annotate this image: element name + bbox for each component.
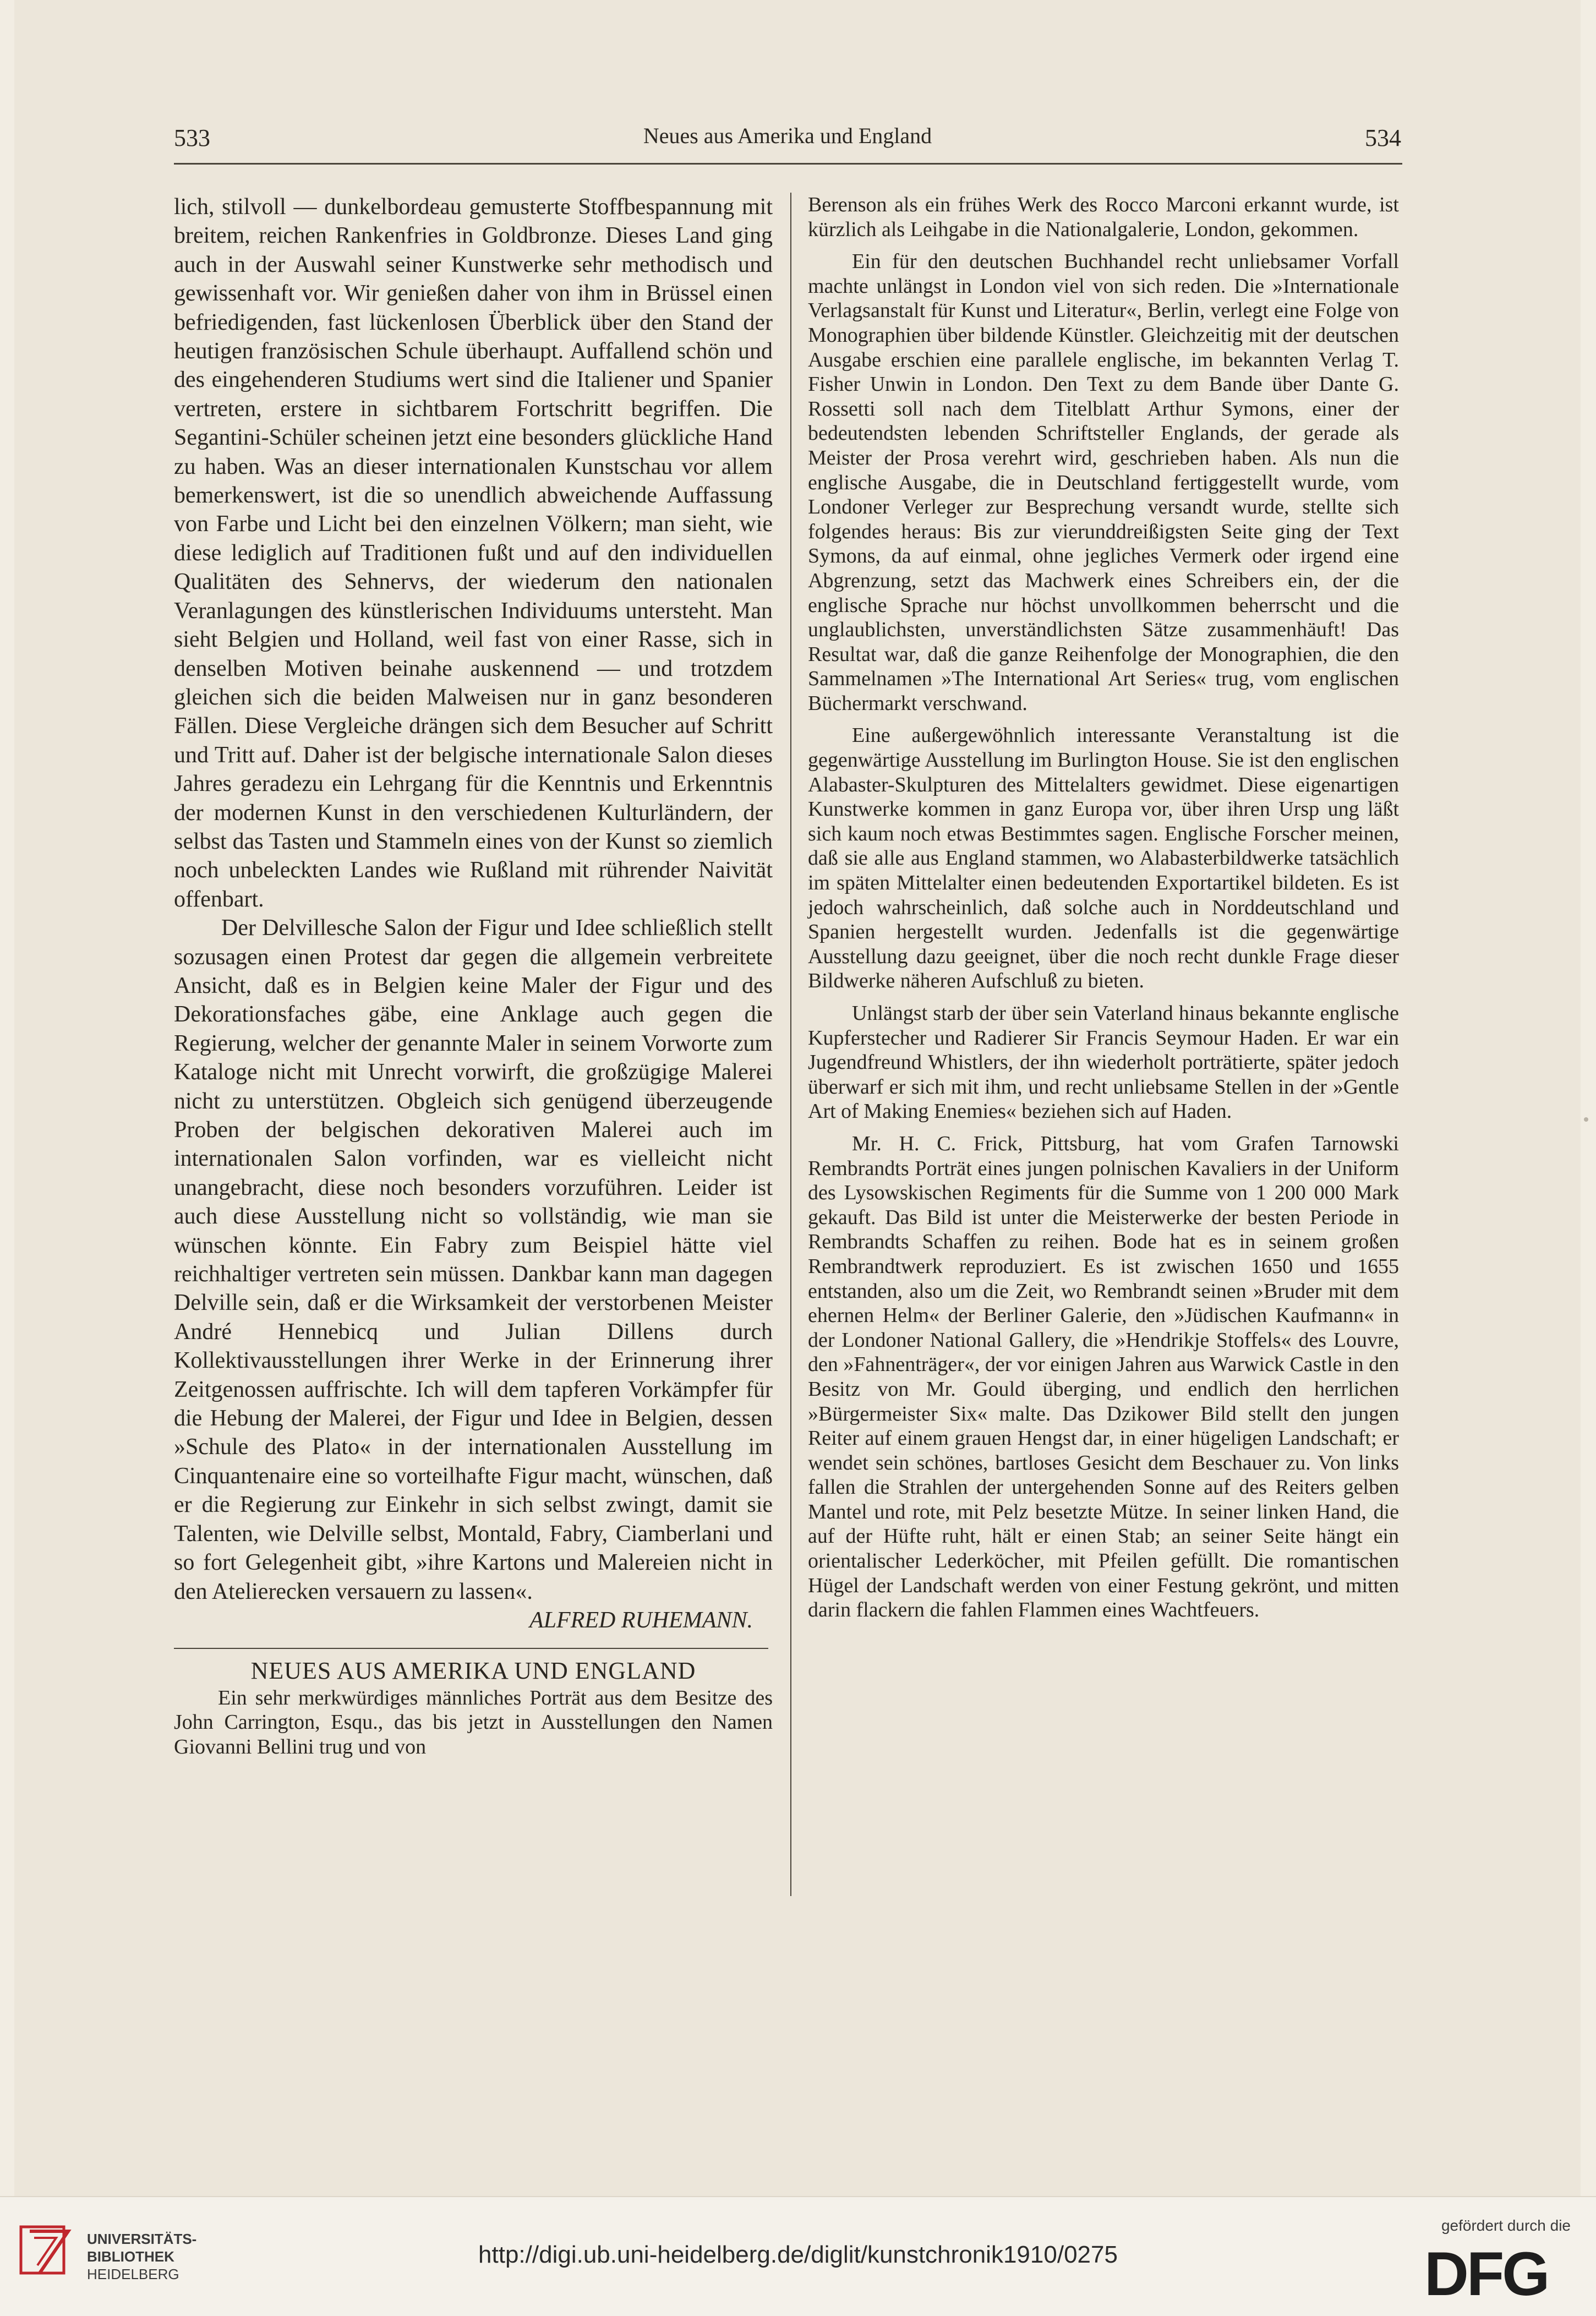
section-divider [174,1648,768,1649]
header-rule [174,163,1402,165]
paragraph: Eine außergewöhnlich interessante Veranstaltung ist die gegenwärtige Ausstellung im Burlington House. Sie ist den englischen Alabaster-Skulpturen des Mittelalters gewidmet. Diese eigenartigen Kunstwerke kommen in ganz Europa vor, über ihren Ursp ung läßt sich kaum noch etwas Bestimmtes sagen. Englische Forscher meinen, daß sie alle aus England stammen, wo Alabasterbildwerke tatsächlich im späten Mittelalter einen bedeutenden Exportartikel bildeten. Es ist jedoch wahrscheinlich, daß solche auch in Norddeutschland und Spanien hergestellt wurden. Jedenfalls ist die gegenwärtige Ausstellung dazu geeignet, über die noch recht dunkle Frage dieser Bildwerke näheren Aufschluß zu bieten. [808,724,1399,993]
column-divider [790,193,791,1896]
scan-speck [1584,1117,1588,1122]
right-column [808,193,1399,1623]
left-column [174,193,773,1760]
running-head: Neues aus Amerika und England [643,123,932,148]
left-page-number: 533 [174,124,210,151]
dfg-logo-icon[interactable] [1424,2247,1572,2299]
paragraph: Ein für den deutschen Buchhandel recht unliebsamer Vorfall machte unlängst in London viel von sich reden. Die »Internationale Verlagsanstalt für Kunst und Literatur«, Berlin, verlegt eine Folge von Monographien über bildende Künstler. Gleichzeitig mit der deutschen Ausgabe erschien eine parallele englische, im bekannten Verlag T. Fisher Unwin in London. Den Text zu dem Bande über Dante G. Rossetti soll nach dem Titelblatt Arthur Symons, einer der bedeutendsten lebenden Schriftsteller Englands, der gerade als Meister der Prosa verehrt wird, geschrieben haben. Als nun die englische Ausgabe, die in Deutschland fertiggestellt wurde, vom Londoner Verleger zur Besprechung versandt wurde, stellte sich folgendes heraus: Bis zur vierunddreißigsten Seite ging der Text Symons, da auf einmal, ohne jegliches Vermerk oder irgend eine Abgrenzung, setzt das Machwerk eines Schreibers ein, der die englische Sprache nur höchst unvollkommen beherrscht und die unglaublichsten, unverständlichsten Sätze zusammenhäuft! Das Resultat war, daß die ganze Reihenfolge der Monographien, die den Sammelnamen »The International Art Series« trug, vom englischen Büchermarkt verschwand. [808,250,1399,715]
page-header [174,124,1401,157]
paragraph: Berenson als ein frühes Werk des Rocco Marconi erkannt wurde, ist kürzlich als Leihgabe in die Nationalgalerie, London, gekommen. [808,193,1399,241]
funding-caption: gefördert durch die [1441,2217,1571,2234]
library-name-line: HEIDELBERG [87,2266,179,2282]
dfg-logo-text: DFG [1424,2247,1548,2299]
paragraph: Der Delvillesche Salon der Figur und Idee schließlich stellt sozusagen einen Protest dar gegen die allgemein verbreitete Ansicht, daß es in Belgien keine Maler der Figur und des Dekorationsfaches gäbe, eine Anklage auch gegen die Regierung, welcher der genannte Maler in seinem Vorworte zum Kataloge nicht mit Unrecht vorwirft, die großzügige Malerei nicht zu unterstützen. Obgleich sich genügend überzeugende Proben der belgischen dekorativen Malerei auch im internationalen Salon vorfinden, war es vielleicht nicht unangebracht, diese noch besonders vorzuführen. Leider ist auch diese Ausstellung nicht so vollständig, wie man sie wünschen könnte. Ein Fabry zum Beispiel hätte viel reichhaltiger vertreten sein müssen. Dankbar kann man dagegen Delville sein, daß er die Wirksamkeit der verstorbenen Meister André Hennebicq und Julian Dillens durch Kollektivausstellungen ihrer Werke in der Erinnerung ihrer Zeitgenossen auffrischte. Ich will dem tapferen Vorkämpfer für die Hebung der Malerei, der Figur und Idee in Belgien, dessen »Schule des Plato« in der internationalen Ausstellung im Cinquantenaire eine so vorteilhafte Figur macht, wünschen, daß er die Regierung zur Einkehr in sich selbst zwingt, damit sie Talenten, wie Delville selbst, Montald, Fabry, Ciamberlani und so fort Gelegenheit gibt, »ihre Kartons und Malereien nicht in den Atelierecken versauern zu lassen«. [174,915,773,1604]
scanned-page [14,0,1581,2196]
library-name [87,2230,196,2283]
permalink-url[interactable]: http://digi.ub.uni-heidelberg.de/diglit/kunstchronik1910/0275 [478,2241,1118,2268]
author-signature: ALFRED RUHEMANN. [529,1607,753,1633]
library-name-line: UNIVERSITÄTS- [87,2231,197,2247]
paragraph: Mr. H. C. Frick, Pittsburg, hat vom Grafen Tarnowski Rembrandts Porträt eines jungen polnischen Kavaliers in der Uniform des Lysowskischen Regiments für die Summe von 1 200 000 Mark gekauft. Das Bild ist unter die Meisterwerke der besten Periode in Rembrandts Schaffen zu reihen. Bode hat es in seinem großen Rembrandtwerk reproduziert. Es ist zwischen 1650 und 1655 entstanden, also um die Zeit, wo Rembrandt seinen »Bruder mit dem ehernen Helm« der Berliner Galerie, den »Jüdischen Kaufmann« in der Londoner National Gallery, die »Hendrikje Stoffels« des Louvre, den »Fahnenträger«, der vor einigen Jahren aus Warwick Castle in den Besitz von Mr. Gould überging, und endlich den herrlichen »Bürgermeister Six« malte. Das Dzikower Bild stellt den jungen Reiter auf einem grauen Hengst dar, in einer hügeligen Landschaft; er wendet sein schönes, bartloses Gesicht dem Beschauer zu. Von links fallen die Strahlen der untergehenden Sonne auf des Reiters gelben Mantel und rote, mit Pelz besetzte Mütze. In seiner linken Hand, die auf der Hüfte ruht, hält er einen Stab; an seiner Seite hängt ein orientalischer Lederköcher, mit Pfeilen gefüllt. Die romantischen Hügel der Landschaft werden von einer Festung gekrönt, und mitten darin flackern die fahlen Flammen eines Wachtfeuers. [808,1132,1399,1622]
ub-heidelberg-logo-icon[interactable] [18,2221,75,2279]
paragraph: lich, stilvoll — dunkelbordeau gemusterte Stoffbespannung mit breitem, reichen Rankenfries in Goldbronze. Dieses Land ging auch in der Auswahl seiner Kunstwerke sehr methodisch und gewissenhaft vor. Wir genießen daher von ihm in Brüssel einen befriedigenden, fast lückenlosen Überblick über den Stand der heutigen französischen Schule überhaupt. Auffallend schön und des eingehenderen Studiums wert sind die Italiener und Spanier vertreten, erstere in sichtbarem Fortschritt begriffen. Die Segantini-Schüler scheinen jetzt eine besonders glückliche Hand zu haben. Was an dieser internationalen Kunstschau vor allem bemerkenswert, ist die so unendlich abweichende Auffassung von Farbe und Licht bei den einzelnen Völkern; man sieht, wie diese lediglich auf Traditionen fußt und auf den individuellen Qualitäten des Sehnervs, der wiederum den nationalen Veranlagungen des künstlerischen Individuums untersteht. Man sieht Belgien und Holland, weil fast von einer Rasse, sich in denselben Motiven beinahe auskennend — und trotzdem gleichen sich die beiden Malweisen nur in ganz besonderen Fällen. Diese Vergleiche drängen sich dem Besucher auf Schritt und Tritt auf. Daher ist der belgische internationale Salon dieses Jahres geradezu ein Lehrgang für die Kenntnis und Erkenntnis der modernen Kunst in den verschiedenen Kulturländern, der selbst das Tasten und Stammeln eines von der Kunst so ziemlich noch unbeleckten Landes wie Rußland mit rührender Naivität offenbart. [174,194,773,912]
right-page-number: 534 [1365,124,1401,151]
paragraph: Unlängst starb der über sein Vaterland hinaus bekannte englische Kupferstecher und Radierer Sir Francis Seymour Haden. Er war ein Jugendfreund Whistlers, der ihn wiederholt porträtierte, später jedoch überwarf er sich mit ihm, und recht unliebsame Stellen in der »Gentle Art of Making Enemies« beziehen sich auf Haden. [808,1002,1399,1123]
section-title: NEUES AUS AMERIKA UND ENGLAND [250,1657,696,1685]
paragraph: Ein sehr merkwürdiges männliches Porträt aus dem Besitze des John Carrington, Esqu., das bis jetzt in Ausstellungen den Namen Giovanni Bellini trug und von [174,1686,773,1758]
library-name-line: BIBLIOTHEK [87,2248,174,2265]
viewer-footer [0,2196,1596,2316]
